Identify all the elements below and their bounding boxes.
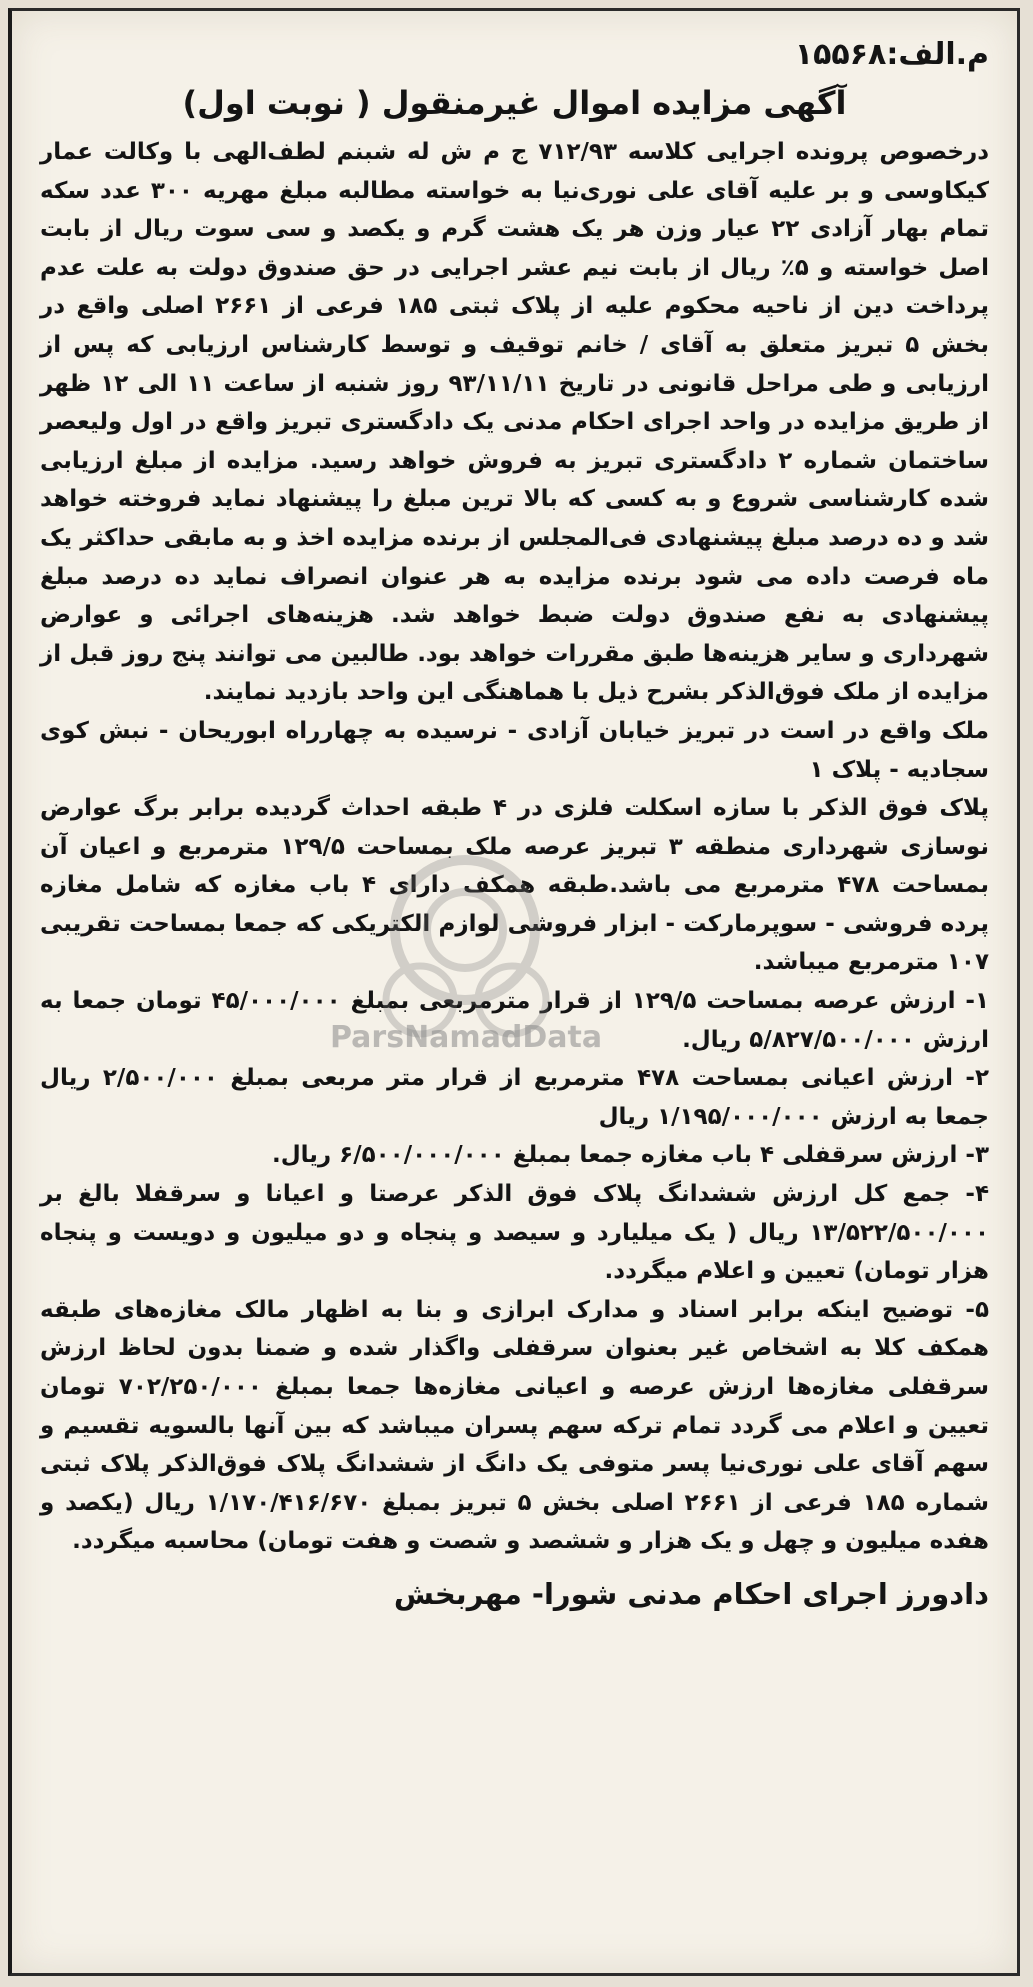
- valuation-item-2: ۲- ارزش اعیانی بمساحت ۴۷۸ مترمربع از قرار متر مربعی بمبلغ ۲/۵۰۰/۰۰۰ ریال جمعا به ارزش ۱/۱۹۵/۰۰۰/۰۰۰ ریال: [40, 1065, 989, 1130]
- property-description: پلاک فوق الذکر با سازه اسکلت فلزی در ۴ طبقه احداث گردیده برابر برگ عوارض نوسازی شهرداری منطقه ۳ تبریز عرصه ملک بمساحت ۱۲۹/۵ مترمربع و اعیان آن بمساحت ۴۷۸ مترمربع می باشد.طبقه همکف دارای ۴ باب مغازه که شامل مغازه پرده فروشی - سوپرمارکت - ابزار فروشی لوازم الکتریکی که جمعا بمساحت تقریبی ۱۰۷ مترمربع میباشد.: [40, 795, 989, 976]
- notice-title: آگهی مزایده اموال غیرمنقول ( نوبت اول): [182, 84, 847, 122]
- valuation-item-5: ۵- توضیح اینکه برابر اسناد و مدارک ابرازی و بنا به اظهار مالک مغازه‌های طبقه همکف کلا به اشخاص غیر بعنوان سرقفلی واگذار شده و ضمنا بدون لحاظ ارزش سرقفلی مغازه‌ها ارزش عرصه و اعیانی مغازه‌ها جمعا بمبلغ ۷۰۲/۲۵۰/۰۰۰ تومان تعیین و اعلام می گردد تمام ترکه سهم پسران میباشد که بین آنها بالسویه تقسیم و سهم آقای علی نوری‌نیا پسر متوفی یک دانگ از ششدانگ پلاک فوق‌الذکر پلاک ثبتی شماره ۱۸۵ فرعی از ۲۶۶۱ اصلی بخش ۵ تبریز بمبلغ ۱/۱۷۰/۴۱۶/۶۷۰ ریال (یکصد و هفده میلیون و چهل و یک هزار و ششصد و شصت و هفت تومان) محاسبه میگردد.: [40, 1296, 990, 1555]
- intro-paragraph: درخصوص پرونده اجرایی کلاسه ۷۱۲/۹۳ ج م ش له شبنم لطف‌الهی با وکالت عمار کیکاوسی و بر علیه آقای علی نوری‌نیا به خواسته مطالبه مبلغ مهریه ۳۰۰ عدد سکه تمام بهار آزادی ۲۲ عیار وزن هر یک هشت گرم و یکصد و سی سوت ریال از بابت اصل خواسته و ۵٪ ریال از بابت نیم عشر اجرایی در حق صندوق دولت به علت عدم پرداخت دین از ناحیه محکوم علیه از پلاک ثبتی ۱۸۵ فرعی از ۲۶۶۱ اصلی واقع در بخش ۵ تبریز متعلق به آقای / خانم توقیف و توسط کارشناس ارزیابی که پس از ارزیابی و طی مراحل قانونی در تاریخ ۹۳/۱۱/۱۱ روز شنبه از ساعت ۱۱ الی ۱۲ ظهر از طریق مزایده در واحد اجرای احکام مدنی یک دادگستری تبریز واقع در اول ولیعصر ساختمان شماره ۲ دادگستری تبریز به فروش خواهد رسید. مزایده از مبلغ ارزیابی شده کارشناسی شروع و به کسی که بالا ترین مبلغ را پیشنهاد نماید فروخته خواهد شد و ده درصد مبلغ پیشنهادی فی‌المجلس از برنده مزایده اخذ و به مابقی حداکثر یک ماه فرصت داده می شود برنده مزایده به هر عنوان انصراف نماید ده درصد مبلغ پیشنهادی به نفع صندوق دولت ضبط خواهد شد. هزینه‌های اجرائی و عوارض شهرداری و سایر هزینه‌ها طبق مقررات خواهد بود. طالبین می توانند پنج روز قبل از مزایده از ملک فوق‌الذکر بشرح ذیل با هماهنگی این واحد بازدید نمایند.: [40, 139, 990, 706]
- legal-notice-clipping: [8, 8, 1020, 1976]
- valuation-item-3: ۳- ارزش سرقفلی ۴ باب مغازه جمعا بمبلغ ۶/۵۰۰/۰۰۰/۰۰۰ ریال.: [271, 1142, 989, 1169]
- reference-number: م.الف:۱۵۵۶۸: [794, 37, 989, 72]
- notice-body: [40, 133, 989, 1561]
- watermark-text: ParsNamadData: [330, 1020, 603, 1055]
- signature: دادورز اجرای احکام مدنی شورا- مهربخش: [393, 1576, 989, 1611]
- valuation-item-1: ۱- ارزش عرصه بمساحت ۱۲۹/۵ از قرار مترمربعی بمبلغ ۴۵/۰۰۰/۰۰۰ تومان جمعا به ارزش ۵/۸۲۷/۵۰۰/۰۰۰ ریال.: [40, 988, 989, 1053]
- valuation-item-4: ۴- جمع کل ارزش ششدانگ پلاک فوق الذکر عرصتا و اعیانا و سرقفلا بالغ بر ۱۳/۵۲۲/۵۰۰/۰۰۰ ریال ( یک میلیارد و سیصد و پنجاه و دو میلیون و دویست و پنجاه هزار تومان) تعیین و اعلام میگردد.: [40, 1181, 989, 1285]
- property-address: ملک واقع در است در تبریز خیابان آزادی - نرسیده به چهارراه ابوریحان - نبش کوی سجادیه - پلاک ۱: [40, 717, 989, 783]
